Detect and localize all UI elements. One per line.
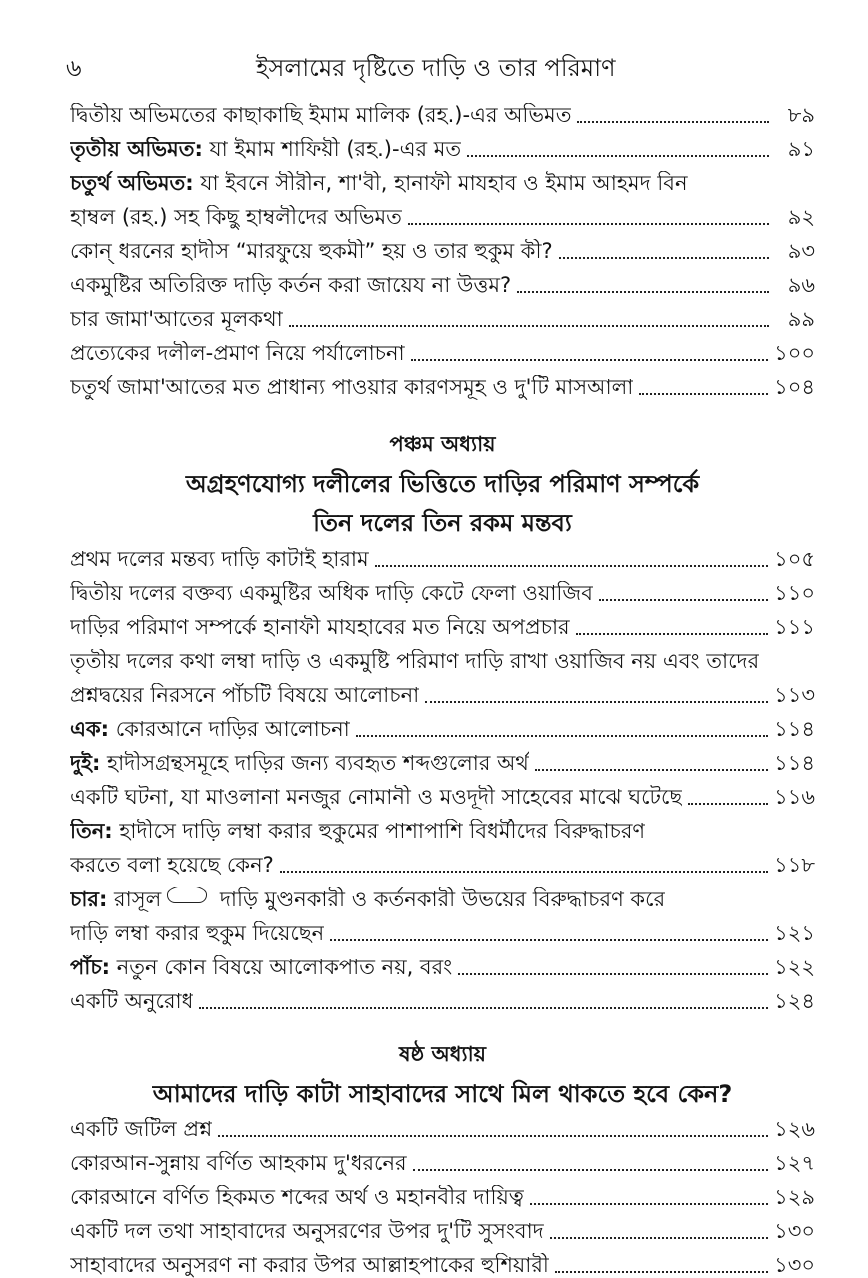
toc-page-number: ১১৪ — [774, 716, 815, 741]
toc-page-number: ১১৪ — [774, 750, 815, 775]
leader-dots — [411, 358, 768, 361]
toc-entry-prefix: চার: — [70, 886, 108, 911]
toc-entry-prefix: তিন: — [70, 818, 113, 843]
toc-entry[interactable] — [70, 980, 815, 1014]
toc-entry[interactable] — [70, 708, 815, 742]
toc-entry[interactable] — [70, 878, 815, 912]
leader-dots — [517, 290, 769, 293]
toc-entry-label: দ্বিতীয় অভিমতের কাছাকাছি ইমাম মালিক (রহ.)-এর অভিমত — [70, 102, 572, 127]
toc-entry-continuation[interactable] — [70, 674, 815, 708]
leader-dots — [289, 324, 769, 327]
toc-entry-label: কোন্ ধরনের হাদীস “মারফুয়ে হুকমী” হয় ও তার হুকুম কী? — [70, 238, 553, 263]
toc-entry-label: চতুর্থ জামা'আতের মত প্রাধান্য পাওয়ার কারণসমূহ ও দু'টি মাসআলা — [70, 374, 634, 399]
toc-section-2 — [70, 538, 815, 1014]
toc-page-number: ১১৬ — [774, 784, 815, 809]
toc-page-number: ৮৯ — [787, 102, 815, 127]
toc-entry-label: দাড়ি লম্বা করার হুকুম দিয়েছেন — [70, 920, 325, 945]
toc-entry-prefix: তৃতীয় অভিমত: — [70, 136, 203, 161]
toc-page-number: ১০৪ — [774, 374, 815, 399]
chapter-5-label: পঞ্চম অধ্যায় — [389, 432, 496, 456]
toc-entry[interactable] — [70, 1244, 815, 1278]
toc-entry-prefix: পাঁচ: — [70, 954, 111, 979]
chapter-6-label: ষষ্ঠ অধ্যায় — [398, 1042, 487, 1066]
chapter-6-title: আমাদের দাড়ি কাটা সাহাবাদের সাথে মিল থাকতে হবে কেন? — [152, 1080, 733, 1108]
page-number: ৬ — [66, 54, 82, 82]
toc-entry-label: একটি দল তথা সাহাবাদের অনুসরণের উপর দু'টি সুসংবাদ — [70, 1218, 544, 1243]
toc-entry-label: দ্বিতীয় দলের বক্তব্য একমুষ্টির অধিক দাড়ি কেটে ফেলা ওয়াজিব — [70, 580, 593, 605]
leader-dots — [639, 392, 768, 395]
toc-entry[interactable] — [70, 298, 815, 332]
toc-page-number: ১০০ — [774, 340, 815, 365]
toc-entry[interactable] — [70, 776, 815, 810]
toc-entry-label: সাহাবাদের অনুসরণ না করার উপর আল্লাহপাকের হুশিয়ারী — [70, 1252, 549, 1277]
toc-entry-prefix: চতুর্থ অভিমত: — [70, 170, 194, 195]
leader-dots — [425, 700, 768, 703]
toc-entry[interactable] — [70, 640, 815, 674]
toc-page-number: ৯২ — [787, 204, 815, 229]
toc-section-1 — [70, 94, 815, 400]
toc-page-number: ১২৯ — [774, 1184, 815, 1209]
leader-dots — [599, 598, 768, 601]
salutation-seal-icon — [167, 887, 207, 903]
toc-page-number: ১৩০ — [774, 1252, 815, 1277]
leader-dots — [330, 938, 768, 941]
toc-entry[interactable] — [70, 1142, 815, 1176]
toc-entry-label: যা ইবনে সীরীন, শা'বী, হানাফী মাযহাব ও ইমাম আহমদ বিন — [193, 170, 688, 195]
toc-entry-label: নতুন কোন বিষয়ে আলোকপাত নয়, বরং — [110, 954, 453, 979]
leader-dots — [559, 256, 769, 259]
toc-entry[interactable] — [70, 606, 815, 640]
toc-entry-label: কোরআন-সুন্নায় বর্ণিত আহকাম দু'ধরনের — [70, 1150, 407, 1175]
leader-dots — [535, 768, 768, 771]
toc-entry-label: প্রত্যেকের দলীল-প্রমাণ নিয়ে পর্যালোচনা — [70, 340, 405, 365]
toc-entry-label: হাদীসে দাড়ি লম্বা করার হুকুমের পাশাপাশি বিধর্মীদের বিরুদ্ধাচরণ — [112, 818, 646, 843]
toc-entry-label: হাম্বল (রহ.) সহ কিছু হাম্বলীদের অভিমত — [70, 204, 402, 229]
toc-page-number: ৯৬ — [787, 272, 815, 297]
toc-page-number: ১১০ — [774, 580, 815, 605]
chapter-5-title-line-2: তিন দলের তিন রকম মন্তব্য — [313, 509, 572, 537]
leader-dots — [530, 1202, 768, 1205]
toc-entry[interactable] — [70, 230, 815, 264]
toc-entry[interactable] — [70, 810, 815, 844]
leader-dots — [375, 564, 768, 567]
toc-entry[interactable] — [70, 264, 815, 298]
toc-page-number: ১২৪ — [774, 988, 815, 1013]
toc-page-number: ৯১ — [787, 136, 815, 161]
leader-dots — [218, 1134, 768, 1137]
leader-dots — [576, 632, 769, 635]
running-head — [66, 50, 818, 90]
toc-entry[interactable] — [70, 94, 815, 128]
toc-entry-label: একটি জটিল প্রশ্ন — [70, 1116, 213, 1141]
toc-entry[interactable] — [70, 128, 815, 162]
toc-entry-label: একমুষ্টির অতিরিক্ত দাড়ি কর্তন করা জায়েয না উত্তম? — [70, 272, 512, 297]
toc-entry[interactable] — [70, 742, 815, 776]
toc-entry-label: প্রশ্নদ্বয়ের নিরসনে পাঁচটি বিষয়ে আলোচনা — [70, 682, 420, 707]
toc-entry[interactable] — [70, 1176, 815, 1210]
leader-dots — [555, 1270, 768, 1273]
toc-page-number: ১২৬ — [774, 1116, 815, 1141]
leader-dots — [199, 1006, 768, 1009]
leader-dots — [550, 1236, 768, 1239]
toc-page-number: ১২১ — [774, 920, 815, 945]
toc-page-number: ১০৫ — [774, 546, 815, 571]
toc-entry-label: রাসূল — [107, 886, 162, 911]
leader-dots — [356, 734, 768, 737]
toc-entry[interactable] — [70, 366, 815, 400]
toc-entry-prefix: দুই: — [70, 750, 101, 775]
toc-entry[interactable] — [70, 946, 815, 980]
toc-entry-label: একটি ঘটনা, যা মাওলানা মনজুর নোমানী ও মওদূদী সাহেবের মাঝে ঘটেছে — [70, 784, 683, 809]
toc-page-number: ১৩০ — [774, 1218, 815, 1243]
leader-dots — [688, 802, 768, 805]
leader-dots — [280, 870, 768, 873]
toc-page-number: ৯৯ — [787, 306, 815, 331]
toc-section-3 — [70, 1108, 815, 1278]
toc-entry[interactable] — [70, 572, 815, 606]
leader-dots — [577, 120, 769, 123]
toc-entry-label: প্রথম দলের মন্তব্য দাড়ি কাটাই হারাম — [70, 546, 369, 571]
toc-page-number: ১১৩ — [774, 682, 815, 707]
toc-entry-label: কোরআনে বর্ণিত হিকমত শব্দের অর্থ ও মহানবীর দায়িত্ব — [70, 1184, 524, 1209]
leader-dots — [413, 1168, 768, 1171]
toc-page-number: ১১১ — [774, 614, 815, 639]
toc-entry-continuation[interactable] — [70, 196, 815, 230]
toc-entry[interactable] — [70, 1108, 815, 1142]
toc-entry-label: একটি অনুরোধ — [70, 988, 194, 1013]
toc-entry[interactable] — [70, 332, 815, 366]
leader-dots — [458, 972, 768, 975]
toc-entry[interactable] — [70, 162, 815, 196]
toc-entry[interactable] — [70, 1210, 815, 1244]
toc-entry-continuation[interactable] — [70, 912, 815, 946]
toc-entry-label: কোরআনে দাড়ির আলোচনা — [109, 716, 350, 741]
toc-entry[interactable] — [70, 538, 815, 572]
toc-entry-label: করতে বলা হয়েছে কেন? — [70, 852, 274, 877]
leader-dots — [467, 154, 769, 157]
toc-page-number: ৯৩ — [787, 238, 815, 263]
toc-entry-continuation[interactable] — [70, 844, 815, 878]
toc-page-number: ১১৮ — [774, 852, 815, 877]
toc-entry-label: যা ইমাম শাফিয়ী (রহ.)-এর মত — [202, 136, 462, 161]
toc-entry-label: তৃতীয় দলের কথা লম্বা দাড়ি ও একমুষ্টি পরিমাণ দাড়ি রাখা ওয়াজিব নয় এবং তাদের — [70, 648, 760, 673]
toc-entry-label: দাড়ির পরিমাণ সম্পর্কে হানাফী মাযহাবের মত নিয়ে অপপ্রচার — [70, 614, 570, 639]
chapter-5-title-line-1: অগ্রহণযোগ্য দলীলের ভিত্তিতে দাড়ির পরিমাণ সম্পর্কে — [185, 470, 700, 498]
toc-entry-label-after-seal: দাড়ি মুণ্ডনকারী ও কর্তনকারী উভয়ের বিরুদ্ধাচরণ করে — [213, 886, 666, 911]
toc-entry-prefix: এক: — [70, 716, 110, 741]
toc-page-number: ১২২ — [774, 954, 815, 979]
toc-page-number: ১২৭ — [774, 1150, 815, 1175]
toc-entry-label: হাদীসগ্রন্থসমূহে দাড়ির জন্য ব্যবহৃত শব্দগুলোর অর্থ — [100, 750, 529, 775]
toc-entry-label: চার জামা'আতের মূলকথা — [70, 306, 283, 331]
book-title: ইসলামের দৃষ্টিতে দাড়ি ও তার পরিমাণ — [256, 54, 616, 82]
leader-dots — [408, 222, 769, 225]
